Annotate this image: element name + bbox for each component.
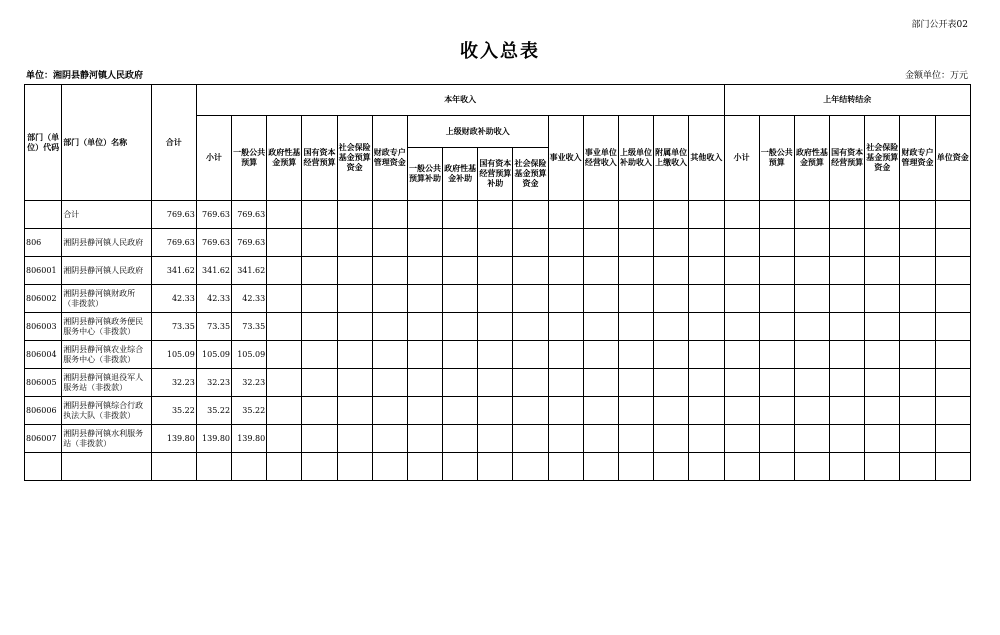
row-empty-cell [407, 369, 442, 397]
row-empty-cell [935, 229, 970, 257]
row-empty-cell [583, 313, 618, 341]
row-dept-code [25, 453, 62, 481]
row-subtotal: 341.62 [196, 257, 231, 285]
row-empty-cell [689, 397, 724, 425]
row-total: 769.63 [151, 201, 196, 229]
row-empty-cell [618, 341, 653, 369]
row-subtotal: 32.23 [196, 369, 231, 397]
row-empty-cell [830, 285, 865, 313]
row-empty-cell [900, 369, 935, 397]
row-empty-cell [583, 369, 618, 397]
row-dept-code: 806005 [25, 369, 62, 397]
row-dept-code: 806002 [25, 285, 62, 313]
row-empty-cell [935, 425, 970, 453]
row-empty-cell [372, 201, 407, 229]
row-empty-cell [724, 257, 759, 285]
row-empty-cell [935, 285, 970, 313]
row-empty-cell [478, 313, 513, 341]
row-empty-cell [443, 257, 478, 285]
row-empty-cell [548, 369, 583, 397]
row-empty-cell [548, 425, 583, 453]
row-empty-cell [794, 201, 829, 229]
row-subtotal: 105.09 [196, 341, 231, 369]
row-empty-cell [513, 453, 548, 481]
header-prev-fiscal: 财政专户管理资金 [900, 116, 935, 201]
row-general-budget: 769.63 [232, 201, 267, 229]
row-empty-cell [689, 341, 724, 369]
money-unit-label: 金额单位：万元 [904, 71, 968, 81]
row-empty-cell [830, 201, 865, 229]
table-row [25, 201, 971, 229]
row-empty-cell [443, 397, 478, 425]
row-empty-cell [583, 257, 618, 285]
header-other-income: 其他收入 [689, 116, 724, 201]
row-empty-cell [654, 341, 689, 369]
table-row [25, 313, 971, 341]
row-dept-name: 湘阴县静河镇农业综合服务中心（非拨款） [62, 341, 151, 369]
row-empty-cell [548, 313, 583, 341]
row-empty-cell [337, 201, 372, 229]
row-empty-cell [830, 257, 865, 285]
row-empty-cell [654, 201, 689, 229]
row-empty-cell [900, 313, 935, 341]
header-prev-state-capital: 国有资本经营预算 [830, 116, 865, 201]
row-empty-cell [794, 453, 829, 481]
header-sub-social: 社会保险基金预算资金 [513, 148, 548, 201]
table-row [25, 453, 971, 481]
row-empty-cell [443, 201, 478, 229]
row-empty-cell [302, 313, 337, 341]
row-empty-cell [407, 397, 442, 425]
row-dept-name: 合计 [62, 201, 151, 229]
header-total: 合计 [151, 85, 196, 201]
row-empty-cell [267, 397, 302, 425]
row-empty-cell [548, 257, 583, 285]
row-empty-cell [583, 229, 618, 257]
row-general-budget: 32.23 [232, 369, 267, 397]
row-empty-cell [302, 229, 337, 257]
row-empty-cell [618, 285, 653, 313]
row-empty-cell [337, 313, 372, 341]
row-empty-cell [583, 201, 618, 229]
row-empty-cell [372, 369, 407, 397]
row-empty-cell [759, 257, 794, 285]
table-row [25, 425, 971, 453]
row-empty-cell [267, 453, 302, 481]
row-empty-cell [618, 257, 653, 285]
table-body [25, 201, 971, 481]
row-empty-cell [267, 229, 302, 257]
row-empty-cell [689, 453, 724, 481]
row-empty-cell [654, 229, 689, 257]
header-social-insurance: 社会保险基金预算资金 [337, 116, 372, 201]
row-empty-cell [513, 201, 548, 229]
row-empty-cell [267, 341, 302, 369]
row-empty-cell [513, 397, 548, 425]
row-empty-cell [337, 229, 372, 257]
row-empty-cell [407, 257, 442, 285]
row-empty-cell [935, 201, 970, 229]
row-empty-cell [337, 257, 372, 285]
row-empty-cell [865, 201, 900, 229]
row-subtotal: 42.33 [196, 285, 231, 313]
row-dept-code: 806001 [25, 257, 62, 285]
row-dept-code: 806 [25, 229, 62, 257]
row-empty-cell [267, 425, 302, 453]
row-empty-cell [302, 201, 337, 229]
row-empty-cell [478, 341, 513, 369]
row-empty-cell [548, 285, 583, 313]
header-prev-general: 一般公共预算 [759, 116, 794, 201]
header-upper-subsidy: 上级财政补助收入 [407, 116, 548, 148]
header-prev-unit: 单位资金 [935, 116, 970, 201]
row-dept-name: 湘阴县静河镇综合行政执法大队（非拨款） [62, 397, 151, 425]
row-empty-cell [267, 369, 302, 397]
header-upper-unit-subsidy: 上级单位补助收入 [618, 116, 653, 201]
row-dept-name: 湘阴县静河镇水利服务站（非拨款） [62, 425, 151, 453]
row-empty-cell [654, 397, 689, 425]
header-gov-fund: 政府性基金预算 [267, 116, 302, 201]
row-dept-code: 806003 [25, 313, 62, 341]
row-empty-cell [865, 229, 900, 257]
row-empty-cell [548, 397, 583, 425]
row-empty-cell [618, 453, 653, 481]
header-dept-name: 部门（单位）名称 [62, 85, 151, 201]
row-empty-cell [337, 453, 372, 481]
row-empty-cell [583, 341, 618, 369]
row-subtotal: 73.35 [196, 313, 231, 341]
row-empty-cell [548, 453, 583, 481]
row-empty-cell [689, 369, 724, 397]
row-empty-cell [935, 453, 970, 481]
row-empty-cell [618, 313, 653, 341]
row-empty-cell [267, 201, 302, 229]
row-dept-name: 湘阴县静河镇财政所（非拨款） [62, 285, 151, 313]
row-empty-cell [372, 425, 407, 453]
table-row [25, 257, 971, 285]
row-empty-cell [443, 313, 478, 341]
row-empty-cell [407, 229, 442, 257]
row-empty-cell [794, 313, 829, 341]
row-empty-cell [830, 425, 865, 453]
row-empty-cell [478, 285, 513, 313]
row-dept-name [62, 453, 151, 481]
row-empty-cell [935, 397, 970, 425]
row-empty-cell [724, 341, 759, 369]
row-empty-cell [865, 257, 900, 285]
row-empty-cell [654, 369, 689, 397]
row-empty-cell [794, 397, 829, 425]
row-empty-cell [724, 425, 759, 453]
row-empty-cell [478, 453, 513, 481]
row-empty-cell [583, 285, 618, 313]
header-prev-social: 社会保险基金预算资金 [865, 116, 900, 201]
row-empty-cell [337, 397, 372, 425]
row-empty-cell [618, 229, 653, 257]
row-empty-cell [759, 453, 794, 481]
row-empty-cell [689, 201, 724, 229]
row-empty-cell [443, 369, 478, 397]
row-empty-cell [654, 285, 689, 313]
row-dept-name: 湘阴县静河镇人民政府 [62, 229, 151, 257]
row-empty-cell [407, 313, 442, 341]
row-empty-cell [513, 425, 548, 453]
table-row [25, 341, 971, 369]
row-empty-cell [548, 341, 583, 369]
row-empty-cell [478, 229, 513, 257]
row-empty-cell [618, 201, 653, 229]
row-empty-cell [689, 285, 724, 313]
row-empty-cell [443, 341, 478, 369]
row-empty-cell [302, 369, 337, 397]
row-total: 769.63 [151, 229, 196, 257]
row-empty-cell [689, 229, 724, 257]
row-empty-cell [759, 369, 794, 397]
row-subtotal: 769.63 [196, 229, 231, 257]
row-empty-cell [372, 285, 407, 313]
row-empty-cell [654, 257, 689, 285]
row-empty-cell [830, 453, 865, 481]
row-empty-cell [302, 341, 337, 369]
income-summary-table [24, 84, 971, 481]
row-empty-cell [513, 229, 548, 257]
row-empty-cell [724, 369, 759, 397]
row-empty-cell [478, 425, 513, 453]
row-empty-cell [372, 229, 407, 257]
row-empty-cell [583, 425, 618, 453]
row-dept-code: 806007 [25, 425, 62, 453]
row-dept-code: 806006 [25, 397, 62, 425]
row-empty-cell [513, 341, 548, 369]
row-empty-cell [372, 257, 407, 285]
row-subtotal [196, 453, 231, 481]
row-empty-cell [689, 425, 724, 453]
row-empty-cell [759, 229, 794, 257]
row-general-budget: 35.22 [232, 397, 267, 425]
row-empty-cell [443, 285, 478, 313]
row-empty-cell [724, 229, 759, 257]
row-empty-cell [689, 257, 724, 285]
row-empty-cell [513, 257, 548, 285]
row-empty-cell [759, 425, 794, 453]
row-empty-cell [900, 229, 935, 257]
row-empty-cell [865, 453, 900, 481]
row-dept-name: 湘阴县静河镇退役军人服务站（非拨款） [62, 369, 151, 397]
row-empty-cell [267, 285, 302, 313]
page-title: 收入总表 [460, 41, 540, 62]
row-empty-cell [618, 425, 653, 453]
row-empty-cell [759, 341, 794, 369]
row-general-budget: 73.35 [232, 313, 267, 341]
row-empty-cell [513, 285, 548, 313]
row-empty-cell [654, 425, 689, 453]
row-general-budget: 341.62 [232, 257, 267, 285]
form-number: 部门公开表02 [911, 20, 968, 30]
header-prev-year: 上年结转结余 [724, 85, 970, 116]
row-empty-cell [267, 257, 302, 285]
row-empty-cell [794, 229, 829, 257]
row-empty-cell [935, 341, 970, 369]
row-empty-cell [372, 313, 407, 341]
row-empty-cell [337, 369, 372, 397]
row-subtotal: 139.80 [196, 425, 231, 453]
row-empty-cell [267, 313, 302, 341]
header-prev-gov-fund: 政府性基金预算 [794, 116, 829, 201]
row-empty-cell [724, 201, 759, 229]
row-empty-cell [478, 257, 513, 285]
row-empty-cell [830, 341, 865, 369]
row-general-budget: 769.63 [232, 229, 267, 257]
row-empty-cell [724, 285, 759, 313]
row-empty-cell [443, 229, 478, 257]
row-total: 341.62 [151, 257, 196, 285]
row-empty-cell [865, 341, 900, 369]
row-empty-cell [865, 313, 900, 341]
row-empty-cell [759, 201, 794, 229]
header-current-year: 本年收入 [196, 85, 724, 116]
header-affiliated-remit: 附属单位上缴收入 [654, 116, 689, 201]
header-dept-code: 部门（单位）代码 [25, 85, 62, 201]
header-sub-gov-fund: 政府性基金补助 [443, 148, 478, 201]
row-empty-cell [900, 397, 935, 425]
row-empty-cell [794, 341, 829, 369]
row-empty-cell [337, 341, 372, 369]
row-empty-cell [935, 257, 970, 285]
row-empty-cell [724, 397, 759, 425]
row-empty-cell [759, 397, 794, 425]
header-fiscal-account: 财政专户管理资金 [372, 116, 407, 201]
row-empty-cell [548, 229, 583, 257]
row-empty-cell [759, 313, 794, 341]
row-total: 35.22 [151, 397, 196, 425]
row-empty-cell [372, 453, 407, 481]
row-empty-cell [478, 369, 513, 397]
row-empty-cell [724, 453, 759, 481]
row-total: 73.35 [151, 313, 196, 341]
row-empty-cell [548, 201, 583, 229]
row-empty-cell [618, 369, 653, 397]
header-general-budget: 一般公共预算 [232, 116, 267, 201]
row-dept-code [25, 201, 62, 229]
row-total: 105.09 [151, 341, 196, 369]
row-empty-cell [654, 313, 689, 341]
row-total: 42.33 [151, 285, 196, 313]
row-dept-name: 湘阴县静河镇政务便民服务中心（非拨款） [62, 313, 151, 341]
header-sub-general: 一般公共预算补助 [407, 148, 442, 201]
row-empty-cell [865, 425, 900, 453]
table-header [25, 85, 971, 201]
row-empty-cell [302, 397, 337, 425]
row-empty-cell [407, 285, 442, 313]
header-state-capital: 国有资本经营预算 [302, 116, 337, 201]
row-empty-cell [407, 425, 442, 453]
row-empty-cell [478, 397, 513, 425]
row-total [151, 453, 196, 481]
row-empty-cell [443, 425, 478, 453]
row-empty-cell [654, 453, 689, 481]
row-empty-cell [372, 397, 407, 425]
row-empty-cell [583, 397, 618, 425]
row-empty-cell [900, 341, 935, 369]
row-empty-cell [900, 285, 935, 313]
header-subtotal: 小计 [196, 116, 231, 201]
row-empty-cell [407, 453, 442, 481]
table-row [25, 369, 971, 397]
row-empty-cell [900, 453, 935, 481]
row-general-budget [232, 453, 267, 481]
row-empty-cell [900, 257, 935, 285]
row-subtotal: 769.63 [196, 201, 231, 229]
row-dept-code: 806004 [25, 341, 62, 369]
row-empty-cell [830, 313, 865, 341]
row-empty-cell [478, 201, 513, 229]
row-subtotal: 35.22 [196, 397, 231, 425]
row-empty-cell [513, 369, 548, 397]
row-empty-cell [337, 425, 372, 453]
row-empty-cell [900, 425, 935, 453]
row-empty-cell [830, 369, 865, 397]
row-empty-cell [302, 257, 337, 285]
header-business-op: 事业单位经营收入 [583, 116, 618, 201]
row-empty-cell [618, 397, 653, 425]
row-empty-cell [583, 453, 618, 481]
row-total: 32.23 [151, 369, 196, 397]
row-empty-cell [407, 341, 442, 369]
row-empty-cell [689, 313, 724, 341]
row-empty-cell [724, 313, 759, 341]
row-empty-cell [900, 201, 935, 229]
table-row [25, 397, 971, 425]
row-empty-cell [443, 453, 478, 481]
row-empty-cell [794, 369, 829, 397]
row-empty-cell [759, 285, 794, 313]
unit-label: 单位：湘阴县静河镇人民政府 [26, 71, 144, 81]
row-empty-cell [372, 341, 407, 369]
header-sub-state-capital: 国有资本经营预算补助 [478, 148, 513, 201]
row-general-budget: 42.33 [232, 285, 267, 313]
row-empty-cell [794, 257, 829, 285]
row-general-budget: 105.09 [232, 341, 267, 369]
row-empty-cell [794, 425, 829, 453]
row-empty-cell [302, 285, 337, 313]
row-empty-cell [865, 285, 900, 313]
table-row [25, 285, 971, 313]
row-general-budget: 139.80 [232, 425, 267, 453]
header-prev-subtotal: 小计 [724, 116, 759, 201]
row-empty-cell [794, 285, 829, 313]
row-empty-cell [935, 369, 970, 397]
table-row [25, 229, 971, 257]
row-total: 139.80 [151, 425, 196, 453]
row-empty-cell [302, 453, 337, 481]
row-dept-name: 湘阴县静河镇人民政府 [62, 257, 151, 285]
row-empty-cell [513, 313, 548, 341]
header-business-income: 事业收入 [548, 116, 583, 201]
row-empty-cell [407, 201, 442, 229]
row-empty-cell [865, 369, 900, 397]
row-empty-cell [337, 285, 372, 313]
row-empty-cell [830, 229, 865, 257]
row-empty-cell [302, 425, 337, 453]
row-empty-cell [865, 397, 900, 425]
row-empty-cell [830, 397, 865, 425]
row-empty-cell [935, 313, 970, 341]
